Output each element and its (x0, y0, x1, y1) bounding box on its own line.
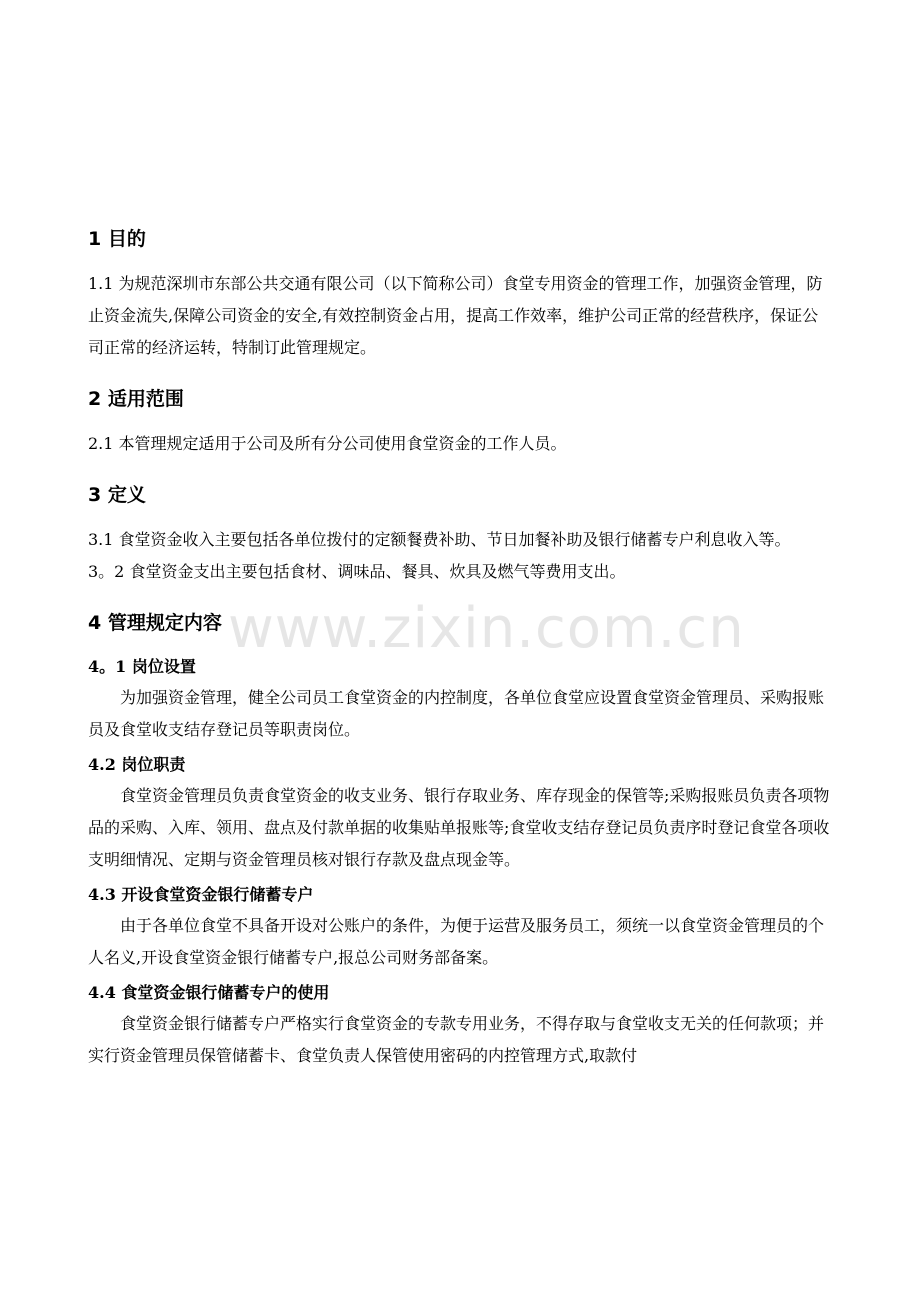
subsection-4-3-title: 4.3 开设食堂资金银行储蓄专户 (88, 885, 314, 904)
document-body (88, 224, 833, 1072)
section-3-paragraph-2: 3。2 食堂资金支出主要包括食材、调味品、餐具、炊具及燃气等费用支出。 (88, 562, 626, 581)
subsection-4-1-title: 4。1 岗位设置 (88, 657, 196, 676)
section-2-paragraph-1: 2.1 本管理规定适用于公司及所有分公司使用食堂资金的工作人员。 (88, 434, 567, 453)
section-3-title: 3 定义 (88, 484, 146, 506)
subsection-4-2-title: 4.2 岗位职责 (88, 755, 186, 774)
section-4-title: 4 管理规定内容 (88, 612, 222, 634)
watermark: www.zixin.com.cn (228, 596, 745, 661)
subsection-4-3-text: 由于各单位食堂不具备开设对公账户的条件，为便于运营及服务员工，须统一以食堂资金管理员的个人名义,开设食堂资金银行储蓄专户,报总公司财务部备案。 (88, 916, 825, 967)
section-1-title: 1 目的 (88, 228, 146, 250)
section-2-title: 2 适用范围 (88, 388, 184, 410)
subsection-4-1-text: 为加强资金管理，健全公司员工食堂资金的内控制度，各单位食堂应设置食堂资金管理员、采购报账员及食堂收支结存登记员等职责岗位。 (88, 688, 825, 739)
subsection-4-2-text: 食堂资金管理员负责食堂资金的收支业务、银行存取业务、库存现金的保管等;采购报账员负责各项物品的采购、入库、领用、盘点及付款单据的收集贴单报账等;食堂收支结存登记员负责序时登记食堂各项收支明细情况、定期与资金管理员核对银行存款及盘点现金等。 (88, 786, 830, 869)
subsection-4-4-text: 食堂资金银行储蓄专户严格实行食堂资金的专款专用业务，不得存取与食堂收支无关的任何款项；并实行资金管理员保管储蓄卡、食堂负责人保管使用密码的内控管理方式,取款付 (88, 1014, 825, 1065)
subsection-4-4-title: 4.4 食堂资金银行储蓄专户的使用 (88, 983, 330, 1002)
section-1-paragraph-1: 1.1 为规范深圳市东部公共交通有限公司（以下简称公司）食堂专用资金的管理工作，加强资金管理，防止资金流失,保障公司资金的安全,有效控制资金占用，提高工作效率，维护公司正常的经营秩序，保证公司正常的经济运转，特制订此管理规定。 (88, 274, 823, 357)
section-3-paragraph-1: 3.1 食堂资金收入主要包括各单位拨付的定额餐费补助、节日加餐补助及银行储蓄专户利息收入等。 (88, 530, 791, 549)
